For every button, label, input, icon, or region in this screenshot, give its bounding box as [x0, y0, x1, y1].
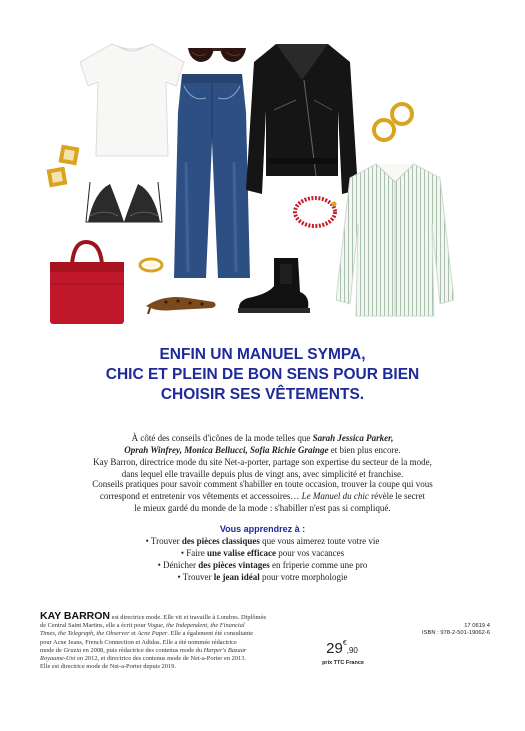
sunglasses-image [186, 42, 248, 66]
celebrity-names: Sarah Jessica Parker, [312, 433, 394, 443]
learn-item: • Faire une valise efficace pour vos vacances [180, 548, 345, 558]
intro-text: À côté des conseils d'icônes de la mode telles que [131, 433, 313, 443]
striped-shirt-image [336, 160, 454, 320]
author-name: KAY BARRON [40, 610, 111, 622]
lace-bralette-image [84, 178, 164, 226]
price-integer: 29 [326, 640, 343, 657]
gold-ring-image [138, 256, 164, 274]
price [322, 640, 362, 658]
book-title: Le Manuel du chic [301, 491, 369, 501]
intro-line [40, 432, 485, 444]
intro-line: Conseils pratiques pour savoir comment s'habiller en toute occasion, trouver la coupe qui vous [92, 479, 433, 489]
intro-line: Kay Barron, directrice mode du site Net-a-porter, partage son expertise du secteur de la mode, [93, 457, 432, 467]
intro-paragraph-1 [40, 432, 485, 480]
chelsea-boot-image [234, 256, 310, 314]
intro-text: et bien plus encore. [328, 445, 401, 455]
intro-line: dans lequel elle travaille depuis plus de vingt ans, avec simplicité et franchise. [121, 469, 404, 479]
red-handbag-image [46, 236, 128, 326]
price-currency: € [342, 640, 347, 647]
learn-item: • Dénicher des pièces vintages en friperie comme une pro [157, 560, 368, 570]
intro-line: le mieux gardé du monde de la mode : s'habiller n'est pas si compliqué. [134, 503, 391, 513]
intro-text: révèle le secret [368, 491, 426, 501]
jeans-image [174, 72, 250, 280]
leopard-slingback-heel-image [144, 290, 220, 314]
learn-title: Vous apprendrez à : [219, 524, 306, 534]
headline-line-2: CHIC ET PLEIN DE BON SENS POUR BIEN [105, 366, 420, 383]
learn-item: • Trouver des pièces classiques que vous aimerez toute votre vie [145, 536, 380, 546]
headline-line-1: ENFIN UN MANUEL SYMPA, [159, 346, 366, 363]
learn-item: • Trouver le jean idéal pour votre morphologie [177, 572, 348, 582]
intro-line [40, 490, 485, 502]
square-stud-earrings-image [46, 144, 82, 190]
intro-line [40, 444, 485, 456]
author-bio: KAY BARRON est directrice mode. Elle vit et travaille à Londres. Diplômée de Central Saint Martins, elle a écrit pour Vogue, the Independent, the Financial Times, the Telegraph, the Observer et Acne Paper. Elle a également été consultante pour Acne Jeans, French Connection et Adidas. Elle a été nommée rédactrice mode de Grazia en 2008, puis rédactrice des contenus mode du Harper's Bazaar Royaume-Uni en 2012, et directrice des contenus mode de Net-a-Porter en 2013. Elle est directrice mode de Net-a-Porter depuis 2019. [40, 610, 267, 671]
product-code: 17 0619 4 [464, 623, 490, 629]
headline [0, 345, 525, 405]
price-label: prix TTC France [322, 660, 364, 666]
isbn: ISBN : 978-2-501-19062-6 [422, 630, 490, 636]
celebrity-names: Oprah Winfrey, Monica Bellucci, Sofia Richie Grainge [124, 445, 329, 455]
gold-hoop-earrings-image [370, 98, 416, 146]
intro-paragraph-2 [40, 478, 485, 514]
intro-text: correspond et entretenir vos vêtements et accessoires… [99, 491, 302, 501]
headline-line-3: CHOISIR SES VÊTEMENTS. [160, 386, 365, 403]
price-decimal: ,90 [346, 646, 358, 655]
learn-section [0, 523, 525, 583]
red-bead-bracelet-image [290, 192, 340, 232]
